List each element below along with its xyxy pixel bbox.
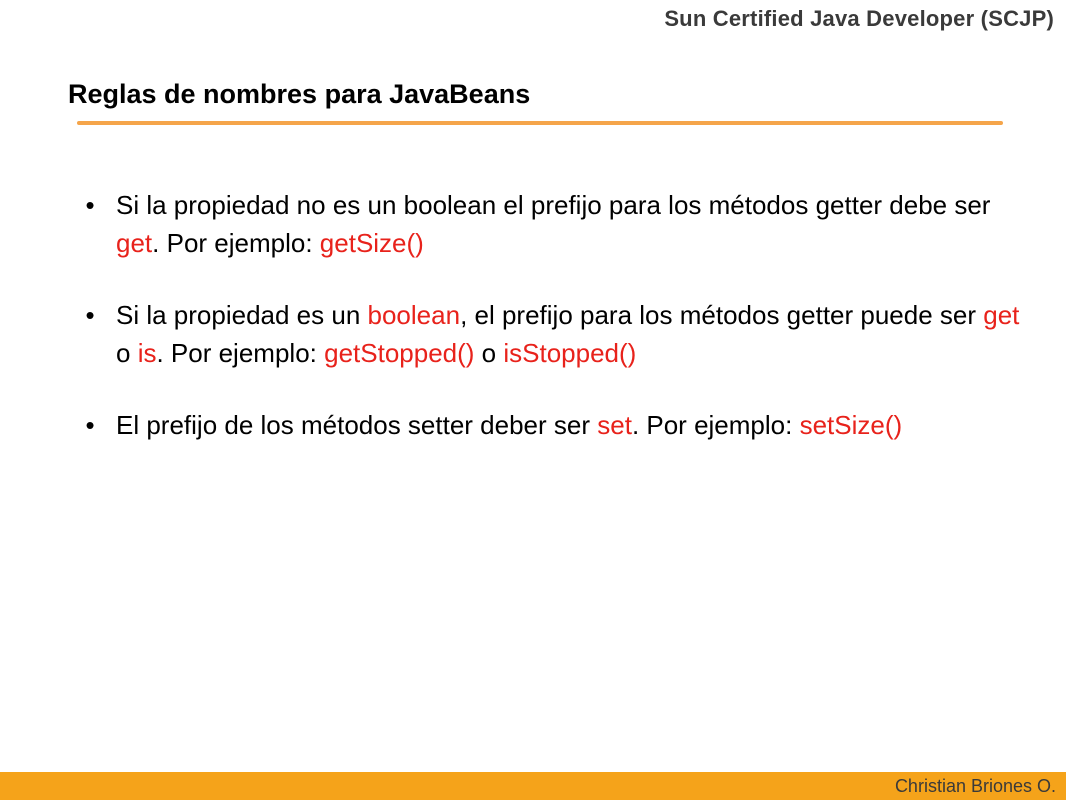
bullet-2-text-3: o xyxy=(116,338,138,368)
bullet-2-highlight-4: getStopped() xyxy=(324,338,475,368)
bullet-2-text-1: Si la propiedad es un xyxy=(116,300,368,330)
course-title: Sun Certified Java Developer (SCJP) xyxy=(664,6,1054,31)
bullet-3-text-2: . Por ejemplo: xyxy=(631,410,800,440)
bullet-dot-icon: • xyxy=(85,410,95,440)
bullet-2-text-4: . Por ejemplo: xyxy=(156,338,325,368)
bullet-2-highlight-2: get xyxy=(983,300,1020,330)
bullet-dot-icon: • xyxy=(85,300,95,330)
bullet-2-text-5: o xyxy=(474,338,504,368)
title-underline xyxy=(77,121,1003,125)
footer-bar xyxy=(0,772,1066,800)
bullet-3-highlight-1: set xyxy=(597,410,632,440)
bullet-3-highlight-2: setSize() xyxy=(799,410,903,440)
bullet-item-1 xyxy=(80,186,1040,262)
page-title: Reglas de nombres para JavaBeans xyxy=(68,79,531,109)
bullet-2-highlight-3: is xyxy=(137,338,157,368)
bullet-list xyxy=(80,186,1040,478)
bullet-item-3 xyxy=(80,406,1040,444)
bullet-1-text-2: . Por ejemplo: xyxy=(152,228,320,258)
bullet-3-text-1: El prefijo de los métodos setter deber ser xyxy=(116,410,598,440)
bullet-1-highlight-2: getSize() xyxy=(319,228,424,258)
bullet-2-highlight-5: isStopped() xyxy=(503,338,637,368)
footer-author: Christian Briones O. xyxy=(894,776,1056,796)
bullet-1-text-1: Si la propiedad no es un boolean el prefijo para los métodos getter debe ser xyxy=(116,190,991,220)
bullet-dot-icon: • xyxy=(85,190,95,220)
bullet-item-2 xyxy=(80,296,1040,372)
bullet-2-text-2: , el prefijo para los métodos getter puede ser xyxy=(460,300,984,330)
bullet-1-highlight-1: get xyxy=(116,228,153,258)
bullet-2-highlight-1: boolean xyxy=(367,300,461,330)
